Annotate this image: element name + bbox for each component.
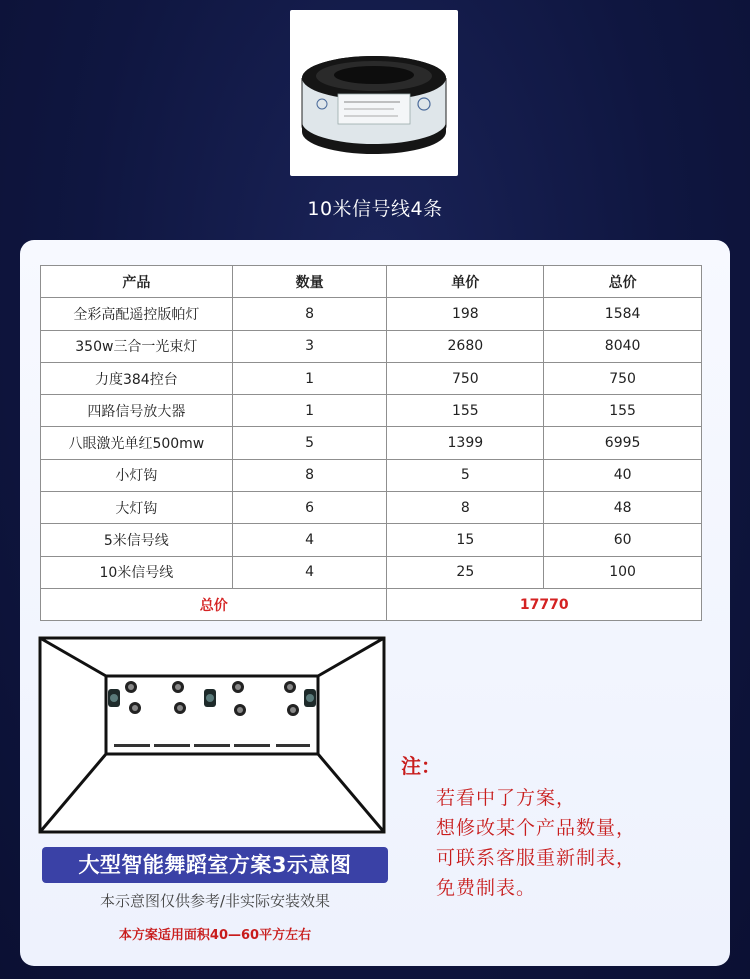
note-line: 若看中了方案， <box>436 787 577 809</box>
header-quantity: 数量 <box>232 266 387 298</box>
cable-reel-icon <box>290 10 458 176</box>
table-row <box>41 298 702 330</box>
cell-unit-price: 1399 <box>387 427 544 459</box>
table-row <box>41 524 702 556</box>
cell-product: 八眼激光单红500mw <box>41 427 233 459</box>
diagram-disclaimer: 本示意图仅供参考/非实际安装效果 <box>99 892 331 910</box>
cell-total: 60 <box>544 524 702 556</box>
cell-quantity: 4 <box>232 556 387 588</box>
price-table <box>40 265 702 621</box>
table-row <box>41 427 702 459</box>
cell-unit-price: 2680 <box>387 330 544 362</box>
cell-total: 750 <box>544 362 702 394</box>
note-line: 可联系客服重新制表， <box>436 847 637 869</box>
table-header-row <box>41 266 702 298</box>
cell-total: 48 <box>544 492 702 524</box>
cell-total: 100 <box>544 556 702 588</box>
cell-total: 6995 <box>544 427 702 459</box>
cell-quantity: 4 <box>232 524 387 556</box>
cell-total: 1584 <box>544 298 702 330</box>
cell-total: 40 <box>544 459 702 491</box>
table-total-row <box>41 588 702 620</box>
cell-product: 10米信号线 <box>41 556 233 588</box>
cell-quantity: 5 <box>232 427 387 459</box>
product-caption: 10米信号线4条 <box>307 198 443 220</box>
table-row <box>41 330 702 362</box>
table-row <box>41 556 702 588</box>
table-row <box>41 459 702 491</box>
note-line: 免费制表。 <box>436 877 537 899</box>
note-label: 注： <box>401 754 441 778</box>
product-image <box>290 10 458 176</box>
cell-unit-price: 5 <box>387 459 544 491</box>
cell-quantity: 8 <box>232 298 387 330</box>
cell-product: 力度384控台 <box>41 362 233 394</box>
cell-unit-price: 750 <box>387 362 544 394</box>
cell-quantity: 3 <box>232 330 387 362</box>
note-line: 想修改某个产品数量， <box>436 817 637 839</box>
cell-product: 全彩高配遥控版帕灯 <box>41 298 233 330</box>
cell-unit-price: 155 <box>387 395 544 427</box>
cell-product: 四路信号放大器 <box>41 395 233 427</box>
quote-card <box>20 240 730 966</box>
cell-unit-price: 198 <box>387 298 544 330</box>
cell-product: 5米信号线 <box>41 524 233 556</box>
cell-product: 大灯钩 <box>41 492 233 524</box>
cell-unit-price: 15 <box>387 524 544 556</box>
header-total-price: 总价 <box>544 266 702 298</box>
cell-unit-price: 25 <box>387 556 544 588</box>
header-product: 产品 <box>41 266 233 298</box>
cell-total: 155 <box>544 395 702 427</box>
diagram-title: 大型智能舞蹈室方案3示意图 <box>42 847 388 883</box>
cell-product: 350w三合一光束灯 <box>41 330 233 362</box>
cell-product: 小灯钩 <box>41 459 233 491</box>
area-note: 本方案适用面积40—60平方左右 <box>118 928 312 943</box>
room-diagram <box>38 636 386 834</box>
cell-quantity: 8 <box>232 459 387 491</box>
header-unit-price: 单价 <box>387 266 544 298</box>
table-row <box>41 362 702 394</box>
cell-quantity: 1 <box>232 362 387 394</box>
cell-total: 8040 <box>544 330 702 362</box>
cell-unit-price: 8 <box>387 492 544 524</box>
table-row <box>41 492 702 524</box>
note-text <box>436 783 636 903</box>
total-value: 17770 <box>387 588 702 620</box>
total-label: 总价 <box>41 588 387 620</box>
table-row <box>41 395 702 427</box>
cell-quantity: 1 <box>232 395 387 427</box>
cell-quantity: 6 <box>232 492 387 524</box>
